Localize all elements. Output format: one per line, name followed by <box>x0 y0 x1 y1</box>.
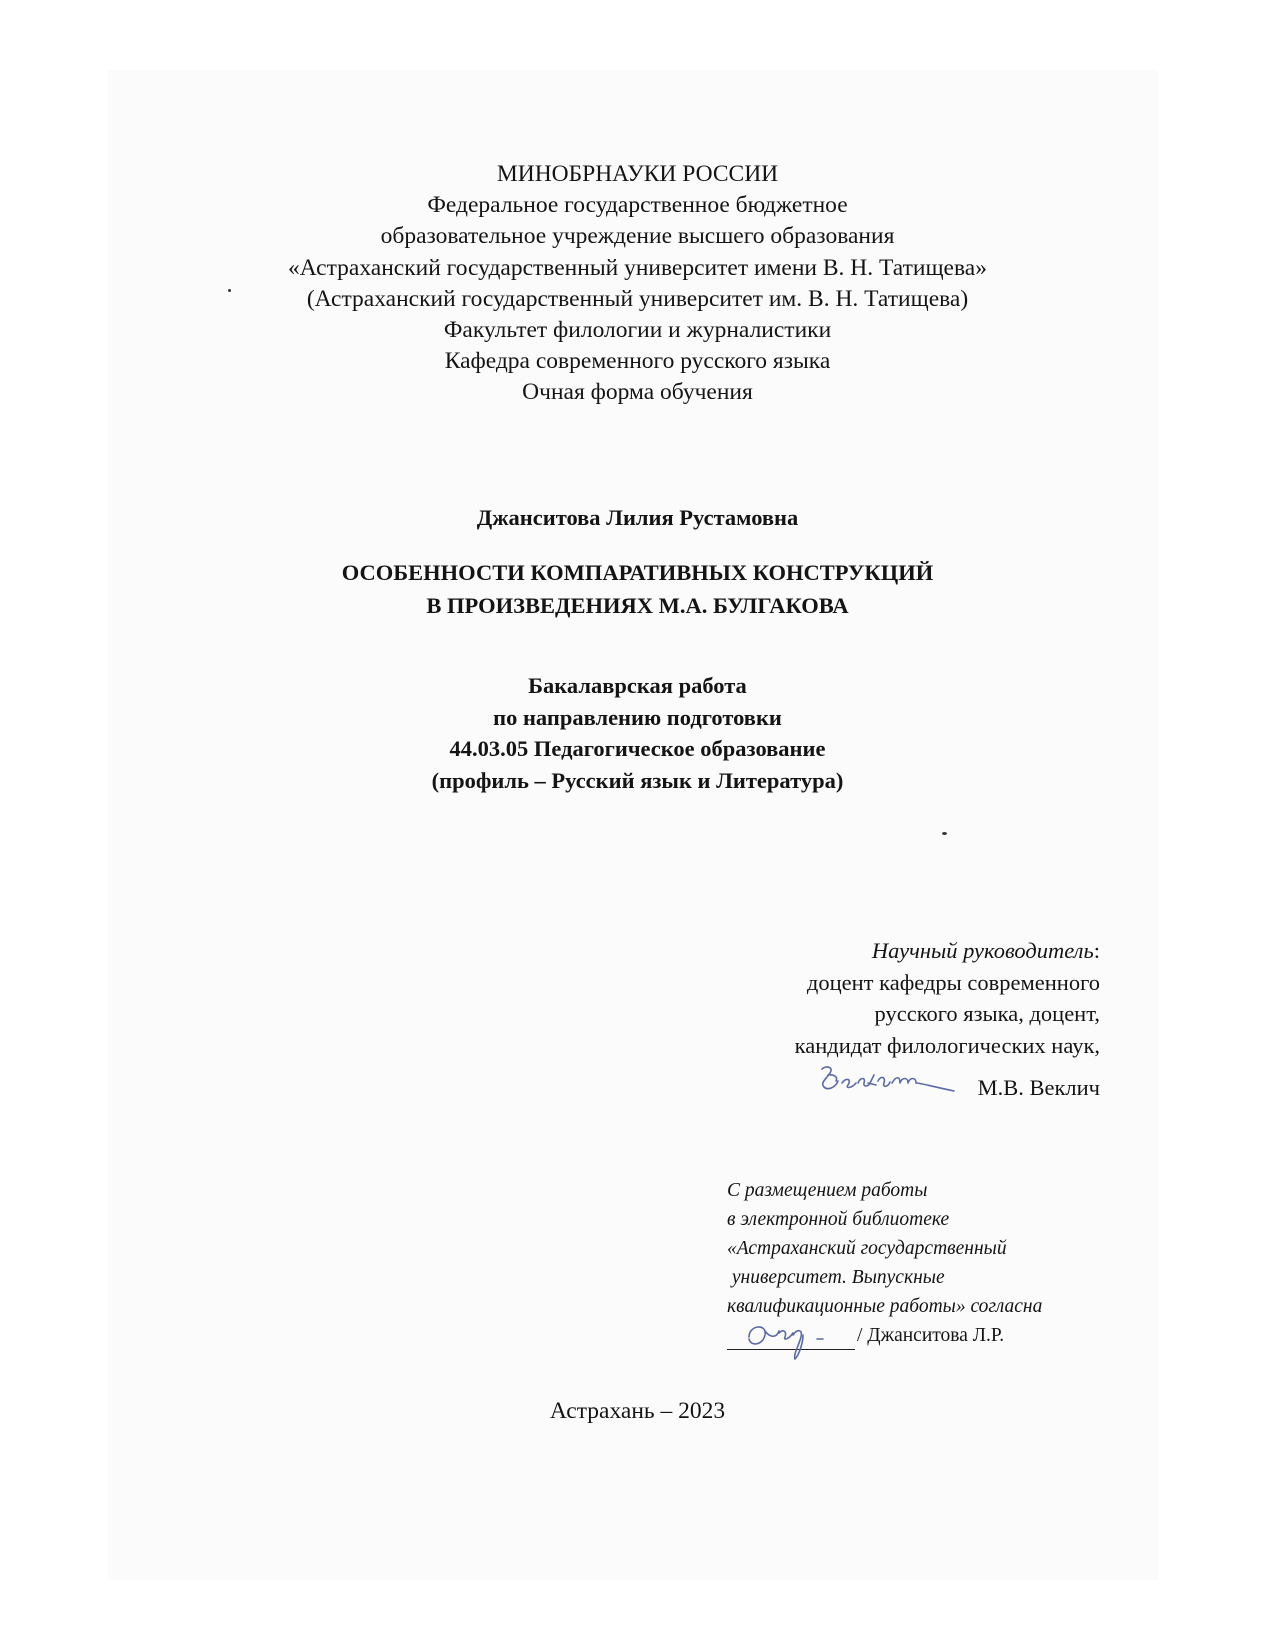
supervisor-line: кандидат филологических наук, <box>794 1032 1100 1058</box>
consent-line: квалификационные работы» согласна <box>727 1296 1043 1317</box>
header-line: «Астраханский государственный университет имени В. Н. Татищева» <box>288 254 987 281</box>
header-line: Очная форма обучения <box>522 379 753 406</box>
consent-line: «Астраханский государственный <box>727 1238 1007 1259</box>
title-line: В ПРОИЗВЕДЕНИЯХ М.А. БУЛГАКОВА <box>426 593 849 618</box>
header-line: МИНОБРНАУКИ РОССИИ <box>496 161 779 187</box>
supervisor-signature <box>816 1061 958 1095</box>
header-line: (Астраханский государственный университет им. В. Н. Татищева) <box>306 285 969 312</box>
supervisor-line: русского языка, доцент, <box>874 1001 1100 1027</box>
institution-header <box>0 159 1275 409</box>
header-line: Факультет филологии и журналистики <box>443 317 832 344</box>
consent-signature-row <box>727 1321 1107 1350</box>
work-line: по направлению подготовки <box>493 704 782 730</box>
consent-line: С размещением работы <box>727 1180 928 1201</box>
supervisor-line: доцент кафедры современного <box>806 969 1100 995</box>
consent-line: в электронной библиотеке <box>727 1209 950 1230</box>
supervisor-heading-text: Научный руководитель <box>871 938 1094 963</box>
work-line: (профиль – Русский язык и Литература) <box>431 767 844 793</box>
student-signature <box>743 1315 843 1361</box>
consent-line: университет. Выпускные <box>727 1267 945 1288</box>
title-line: ОСОБЕННОСТИ КОМПАРАТИВНЫХ КОНСТРУКЦИЙ <box>341 560 934 585</box>
city-year: Астрахань – 2023 <box>549 1398 726 1424</box>
author-name: Джанситова Лилия Рустамовна <box>476 505 799 530</box>
header-line: образовательное учреждение высшего образования <box>380 223 895 250</box>
header-line: Кафедра современного русского языка <box>444 348 831 375</box>
work-description <box>0 670 1275 796</box>
work-line: 44.03.05 Педагогическое образование <box>449 736 826 761</box>
supervisor-heading-colon: : <box>1093 938 1100 963</box>
header-line: Федеральное государственное бюджетное <box>427 192 848 219</box>
consent-signer: / Джанситова Л.Р. <box>857 1325 1005 1346</box>
scan-speck <box>942 832 947 835</box>
library-consent <box>727 1176 1107 1350</box>
thesis-title <box>0 556 1275 622</box>
supervisor-signature-row <box>680 1061 1100 1104</box>
work-line: Бакалаврская работа <box>528 673 747 698</box>
supervisor-block <box>680 935 1100 1104</box>
supervisor-heading <box>680 935 1100 967</box>
supervisor-name: М.В. Веклич <box>977 1075 1100 1101</box>
signature-underline <box>727 1323 855 1350</box>
